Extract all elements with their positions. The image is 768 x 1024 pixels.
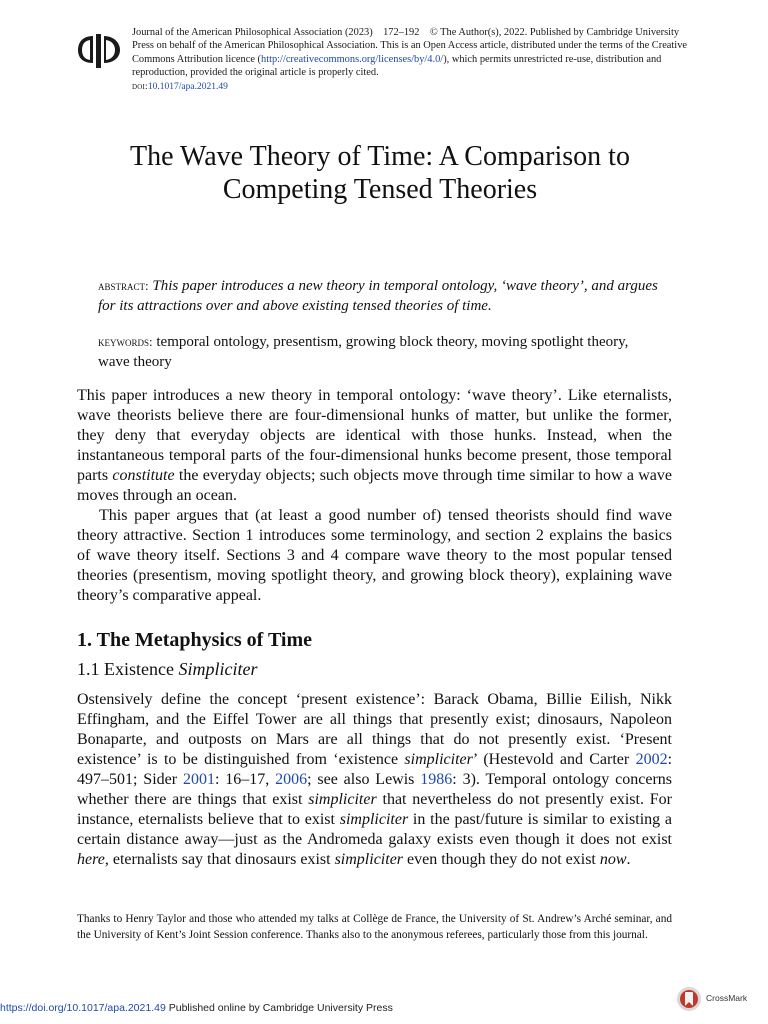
para-text: : 3). Temporal ontology concerns whether there are things that exist [77, 771, 672, 808]
copyright-notice: © The Author(s), 2022. Published by Cambridge University Press on behalf of the American Philosophical Association. This is an Open Access article, distributed under the terms of the Creative Commons Attribution licence ( [132, 27, 687, 65]
subsection-heading [77, 658, 672, 680]
doi-label: doi: [132, 81, 148, 92]
para-text: , eternalists say that dinosaurs exist [104, 851, 335, 868]
para-text: . [626, 851, 631, 868]
abstract-label: abstract: [98, 278, 149, 293]
para-emphasis: simpliciter [308, 791, 377, 808]
footer-published: Published online by Cambridge University Press [165, 1002, 393, 1014]
intro-paragraph-1 [77, 386, 672, 506]
keywords-label: keywords: [98, 334, 153, 349]
footer-doi-link[interactable]: https://doi.org/10.1017/apa.2021.49 [0, 1002, 166, 1014]
keywords [98, 332, 658, 372]
journal-header [76, 26, 696, 94]
para-text: : 16–17, [214, 771, 276, 788]
copyright-tail: ), which permits unrestricted re-use, distribution and reproduction, provided the original article is properly cited. [132, 53, 662, 79]
citation-link[interactable]: 2002 [635, 751, 668, 768]
para-emphasis: simpliciter [334, 851, 404, 868]
section-1 [77, 628, 672, 870]
crossmark-icon [676, 986, 702, 1017]
subsection-heading-emphasis: Simpliciter [178, 659, 258, 679]
para-text: ’ (Hestevold and Carter [472, 751, 636, 768]
license-link[interactable]: http://creativecommons.org/licenses/by/4.0/ [261, 53, 444, 65]
para-text: Ostensively define the concept ‘present existence’: Barack Obama, Billie Eilish, Nikk Effingham, and the Eiffel Tower are all things that presently exist; dinosaurs, Napoleon Bonaparte, and outposts on Mars are all things that do not presently exist. ‘Present existence’ is to be distinguished from ‘existence [77, 691, 672, 768]
citation-link[interactable]: 2001 [182, 771, 215, 788]
apa-logo-icon [76, 32, 124, 68]
intro-text-a: This paper introduces a new theory in temporal ontology: ‘wave theory’. Like eternalists, wave theorists believe there are four-dimensional hunks of matter, but unlike the former, they deny that everyday objects are identical with those hunks. Instead, when the instantaneous temporal parts of the four-dimensional hunks become present, those temporal parts [77, 387, 672, 484]
para-emphasis: here [77, 851, 105, 868]
crossmark-badge[interactable] [676, 986, 756, 1010]
crossmark-label: CrossMark [706, 993, 748, 1003]
para-text: in the past/future is similar to existing a certain distance away—just as the Andromeda galaxy exists even though it does not exist [77, 811, 673, 848]
journal-name: Journal of the American Philosophical Association (2023) [132, 27, 373, 38]
para-emphasis: simpliciter [404, 751, 473, 768]
abstract [98, 276, 658, 316]
page-range: 172–192 [383, 27, 420, 38]
introduction [77, 386, 672, 606]
citation-link[interactable]: 1986 [420, 771, 453, 788]
article-title: The Wave Theory of Time: A Comparison to Competing Tensed Theories [130, 141, 630, 205]
intro-paragraph-2: This paper argues that (at least a good number of) tensed theorists should find wave theory attractive. Section 1 introduces some terminology, and section 2 explains the basics of wave theory itself. Sections 3 and 4 compare wave theory to the most popular tensed theories (presentism, moving spotlight theory, and growing block theory), explaining wave theory’s comparative appeal. [77, 507, 672, 604]
abstract-text: This paper introduces a new theory in temporal ontology, ‘wave theory’, and argues for its attractions over and above existing tensed theories of time. [98, 278, 658, 314]
section-paragraph [77, 690, 672, 870]
subsection-heading-text: 1.1 Existence [77, 659, 179, 679]
page-footer [0, 1002, 393, 1014]
para-text: : 497–501; Sider [77, 751, 673, 788]
intro-emphasis: constitute [112, 467, 175, 484]
para-emphasis: simpliciter [339, 811, 409, 828]
acknowledgements-footnote: Thanks to Henry Taylor and those who attended my talks at Collège de France, the University of St. Andrew’s Arché seminar, and the University of Kent’s Joint Session conference. Thanks also to the anonymous referees, particularly those from this journal. [77, 913, 672, 941]
section-heading: 1. The Metaphysics of Time [77, 629, 313, 651]
doi-link[interactable]: 10.1017/apa.2021.49 [147, 81, 228, 92]
para-text: that nevertheless do not presently exist. For instance, eternalists believe that to exist [77, 791, 672, 828]
intro-text-b: the everyday objects; such objects move through time similar to how a wave moves through an ocean. [77, 467, 672, 504]
keywords-text: temporal ontology, presentism, growing block theory, moving spotlight theory, wave theory [98, 334, 629, 370]
citation-link[interactable]: 2006 [275, 771, 308, 788]
para-text: ; see also Lewis [307, 771, 421, 788]
para-emphasis: now [599, 851, 627, 868]
para-text: even though they do not exist [403, 851, 600, 868]
